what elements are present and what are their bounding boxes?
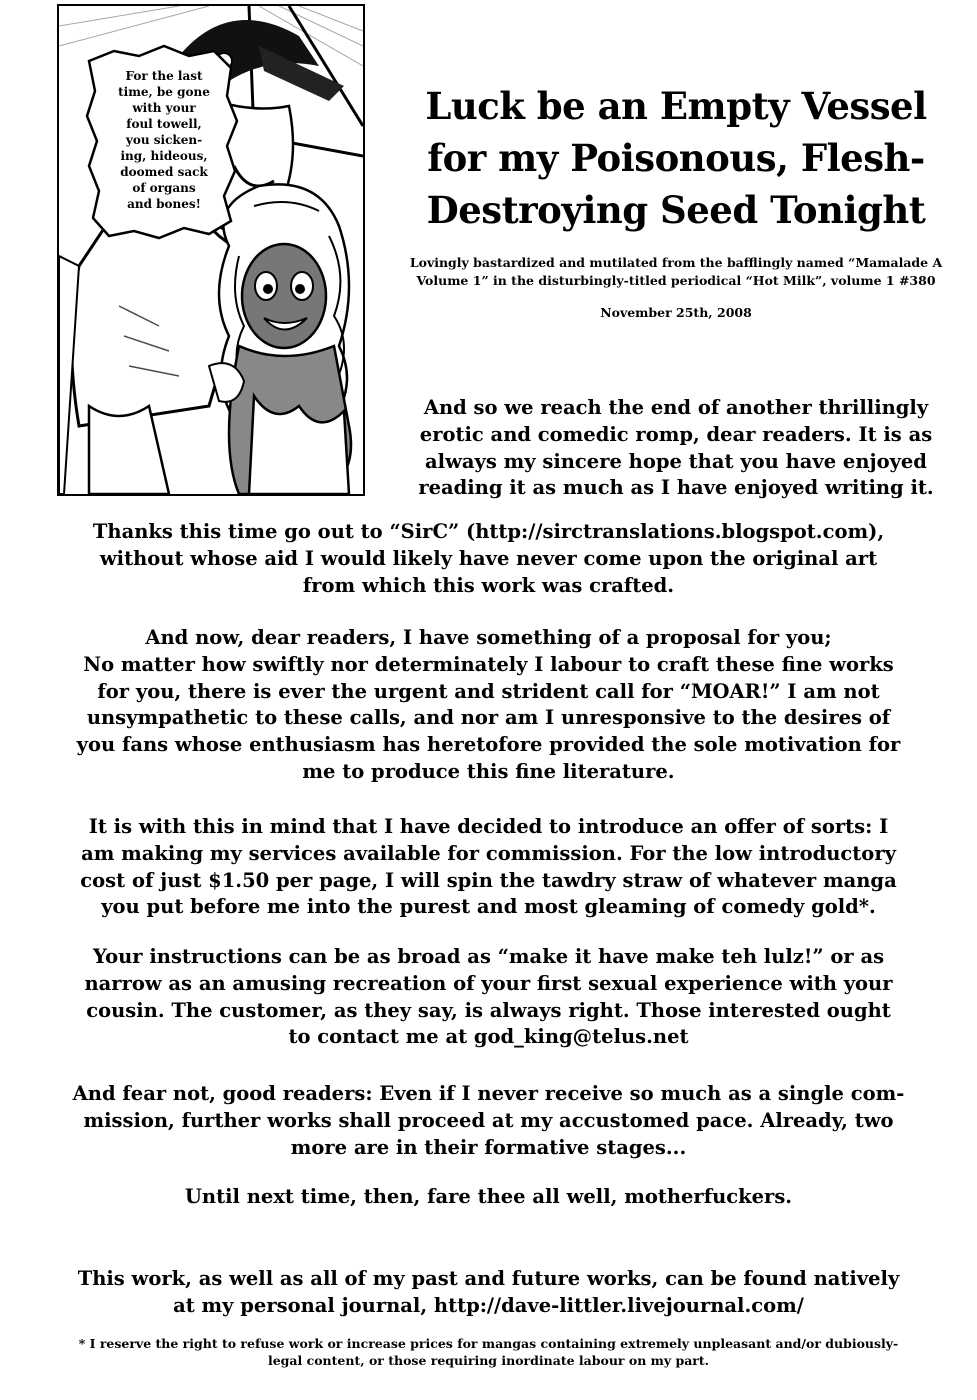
proposal-paragraph: And now, dear readers, I have something of a proposal for you; No matter how swiftly nor determinately I labour to craft these fine works for you, there is ever the urgent and strident call for “MOAR!” I am not unsympathetic to these calls, and nor am I unresponsive to the desires of you fans whose enthusiasm has heretofore provided the sole motivation for me to produce this fine literature.: [76, 626, 901, 783]
manga-illustration-panel: [57, 4, 365, 496]
thanks-paragraph: Thanks this time go out to “SirC” (http://sirctranslations.blogspot.com), without whose aid I would likely have never come upon the original art from which this work was crafted.: [92, 520, 885, 597]
farewell-paragraph: Until next time, then, fare thee all well, motherfuckers.: [184, 1185, 793, 1208]
instructions-paragraph: Your instructions can be as broad as “make it have make teh lulz!” or as narrow as an amusing recreation of your first sexual experience with your cousin. The customer, as they say, is always right. Those interested ought to contact me at god_king@telus.net: [84, 945, 893, 1049]
intro-paragraph: And so we reach the end of another thrillingly erotic and comedic romp, dear readers. It is as always my sincere hope that you have enjoyed reading it as much as I have enjoyed writing it.: [418, 396, 934, 500]
fear-not-paragraph: And fear not, good readers: Even if I never receive so much as a single com- mission, further works shall proceed at my accustomed pace. Already, two more are in their formative stages...: [72, 1082, 905, 1159]
speech-bubble-text: For the last time, be gone with your foul towell, you sicken- ing, hideous, doomed sack of organs and bones!: [118, 69, 210, 211]
journal-paragraph: This work, as well as all of my past and future works, can be found natively at my personal journal, http://dave-littler.livejournal.com/: [77, 1267, 900, 1317]
source-credit: Lovingly bastardized and mutilated from the bafflingly named “Mamalade A Volume 1” in the disturbingly-titled periodical “Hot Milk”, volume 1 #380: [409, 255, 943, 288]
footnote: * I reserve the right to refuse work or increase prices for mangas containing extremely unpleasant and/or dubiously- legal content, or those requiring inordinate labour on my part.: [78, 1336, 899, 1368]
page-title: Luck be an Empty Vessel for my Poisonous, Flesh- Destroying Seed Tonight: [425, 84, 927, 232]
offer-paragraph: It is with this in mind that I have decided to introduce an offer of sorts: I am making my services available for commission. For the low introductory cost of just $1.50 per page, I will spin the tawdry straw of whatever manga you put before me into the purest and most gleaming of comedy gold*.: [80, 815, 897, 919]
publication-date: November 25th, 2008: [600, 305, 752, 320]
